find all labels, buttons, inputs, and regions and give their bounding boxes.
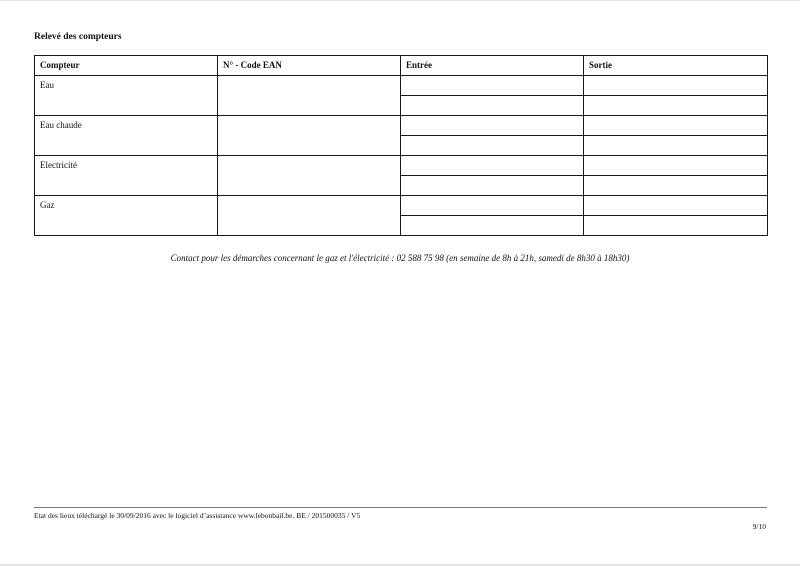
section-title: Relevé des compteurs xyxy=(34,32,122,42)
meter-readings-table xyxy=(34,55,768,236)
sortie-field-electricite-1[interactable] xyxy=(584,156,768,176)
contact-note: Contact pour les démarches concernant le gaz et l'électricité : 02 588 75 98 (en semaine de 8h à 21h, samedi de 8h30 à 18h30) xyxy=(170,253,630,263)
sortie-field-gaz-1[interactable] xyxy=(584,196,768,216)
entree-field-eau-1[interactable] xyxy=(401,76,584,96)
entree-field-eau-chaude-2[interactable] xyxy=(401,136,584,156)
meter-name-eau: Eau xyxy=(35,76,218,116)
meter-name-gaz: Gaz xyxy=(35,196,218,236)
sortie-field-gaz-2[interactable] xyxy=(584,216,768,236)
footer-divider xyxy=(34,507,767,508)
ean-field-eau[interactable] xyxy=(218,76,401,116)
page-number: 9/10 xyxy=(752,522,766,531)
meter-name-eau-chaude: Eau chaude xyxy=(35,116,218,156)
entree-field-electricite-2[interactable] xyxy=(401,176,584,196)
ean-field-electricite[interactable] xyxy=(218,156,401,196)
ean-field-eau-chaude[interactable] xyxy=(218,116,401,156)
header-sortie: Sortie xyxy=(584,56,768,76)
footer-text: Etat des lieux téléchargé le 30/09/2016 avec le logiciel d’assistance www.lebonbail.be. BE / 201500035 / V5 xyxy=(34,511,361,520)
header-entree: Entrée xyxy=(401,56,584,76)
sortie-field-eau-chaude-1[interactable] xyxy=(584,116,768,136)
table-row xyxy=(35,76,768,96)
sortie-field-eau-chaude-2[interactable] xyxy=(584,136,768,156)
entree-field-electricite-1[interactable] xyxy=(401,156,584,176)
page-top-edge xyxy=(0,0,800,1)
ean-field-gaz[interactable] xyxy=(218,196,401,236)
entree-field-gaz-2[interactable] xyxy=(401,216,584,236)
header-ean: N° - Code EAN xyxy=(218,56,401,76)
sortie-field-eau-1[interactable] xyxy=(584,76,768,96)
table-header-row xyxy=(35,56,768,76)
entree-field-eau-chaude-1[interactable] xyxy=(401,116,584,136)
table-row xyxy=(35,156,768,176)
table-row xyxy=(35,116,768,136)
table-row xyxy=(35,196,768,216)
sortie-field-electricite-2[interactable] xyxy=(584,176,768,196)
meter-name-electricite: Electricité xyxy=(35,156,218,196)
sortie-field-eau-2[interactable] xyxy=(584,96,768,116)
header-compteur: Compteur xyxy=(35,56,218,76)
entree-field-eau-2[interactable] xyxy=(401,96,584,116)
entree-field-gaz-1[interactable] xyxy=(401,196,584,216)
